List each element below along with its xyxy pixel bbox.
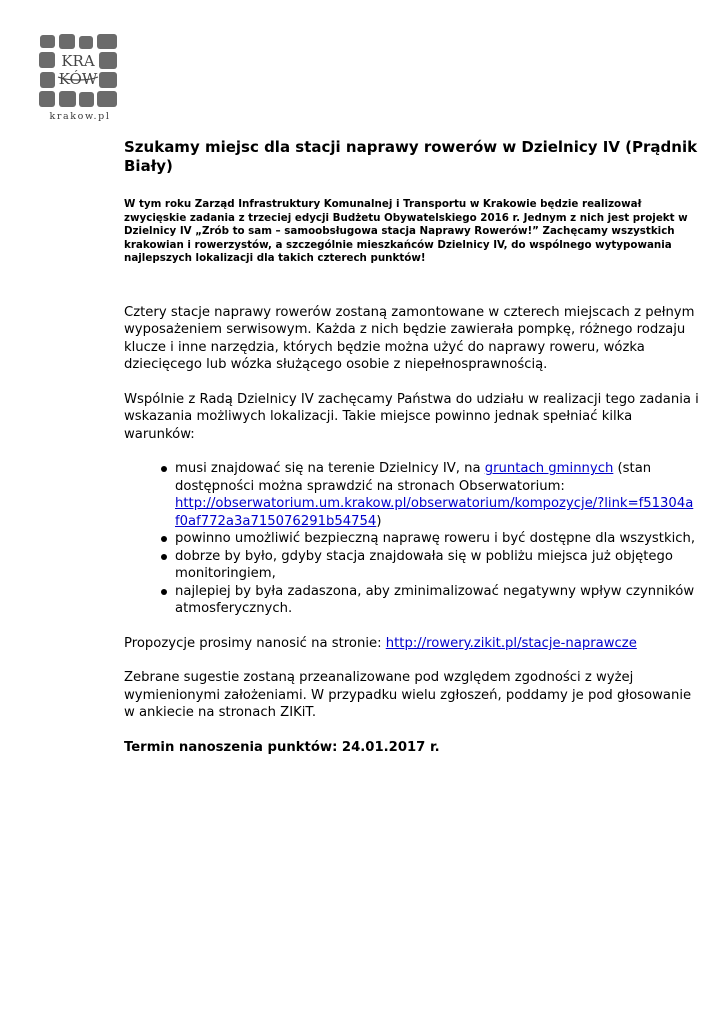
paragraph-analysis: Zebrane sugestie zostaną przeanalizowane pod względem zgodności z wyżej wymienionymi założeniami. W przypadku wielu zgłoszeń, poddamy je pod głosowanie w ankiecie na stronach ZIKiT. — [124, 670, 692, 721]
condition-item: dobrze by było, gdyby stacja znajdowała się w pobliżu miejsca już objętego monitoringiem, — [175, 548, 706, 583]
paragraph-stations: Cztery stacje naprawy rowerów zostaną zamontowane w czterech miejscach z pełnym wyposażeniem serwisowym. Każda z nich będzie zawierała pompkę, różnego rodzaju klucze i inne narzędzia, których będzie można użyć do naprawy roweru, wózka dziecięcego lub wózka służącego osobie z niepełnosprawnością. — [124, 304, 695, 373]
observatory-url-part1: http://obserwatorium.um.krakow.pl/obserwatorium/kompozycje/?link=f51304a — [175, 496, 694, 512]
condition-item — [175, 460, 706, 530]
article-title: Szukamy miejsc dla stacji naprawy rowerów w Dzielnicy IV (Prądnik Biały) — [124, 138, 698, 175]
deadline: Termin nanoszenia punktów: 24.01.2017 r. — [124, 739, 440, 755]
proposals-label: Propozycje prosimy nanosić na stronie: — [124, 635, 386, 651]
condition-text: ) — [376, 513, 382, 529]
condition-item: najlepiej by była zadaszona, aby zminimalizować negatywny wpływ czynników atmosferycznych. — [175, 583, 706, 618]
logo-mosaic-icon — [38, 33, 122, 109]
observatory-link[interactable] — [175, 496, 693, 529]
logo-caption: krakow.pl — [49, 111, 111, 122]
svg-text:KÓW: KÓW — [58, 70, 98, 88]
condition-text: musi znajdować się na terenie Dzielnicy IV, na — [175, 461, 485, 477]
paragraph-proposals — [124, 635, 706, 653]
article-lead: W tym roku Zarząd Infrastruktury Komunalnej i Transportu w Krakowie będzie realizował zwycięskie zadania z trzeciej edycji Budżetu Obywatelskiego 2016 r. Jednym z nich jest projekt w Dzielnicy IV „Zrób to sam – samoobsługowa stacja Naprawy Rowerów!” Zachęcamy wszystkich krakowian i rowerzystów, a szczególnie mieszkańców Dzielnicy IV, do wspólnego wytypowania najlepszych lokalizacji dla takich czterech punktów! — [124, 198, 688, 265]
proposals-link[interactable]: http://rowery.zikit.pl/stacje-naprawcze — [385, 635, 637, 651]
observatory-url-part2: f0af772a3a715076291b54754 — [175, 513, 377, 529]
condition-item: powinno umożliwić bezpieczną naprawę roweru i być dostępne dla wszystkich, — [175, 530, 706, 548]
conditions-list — [124, 460, 706, 618]
municipal-land-link[interactable]: gruntach gminnych — [484, 461, 614, 477]
condition-text: (stan dostępności można sprawdzić na stronach Obserwatorium: — [175, 461, 652, 494]
krakow-logo — [38, 33, 122, 123]
paragraph-invitation: Wspólnie z Radą Dzielnicy IV zachęcamy Państwa do udziału w realizacji tego zadania i wskazania możliwych lokalizacji. Takie miejsce powinno jednak spełniać kilka warunków: — [124, 391, 699, 442]
article — [124, 138, 706, 770]
svg-text:KRA: KRA — [61, 52, 95, 70]
